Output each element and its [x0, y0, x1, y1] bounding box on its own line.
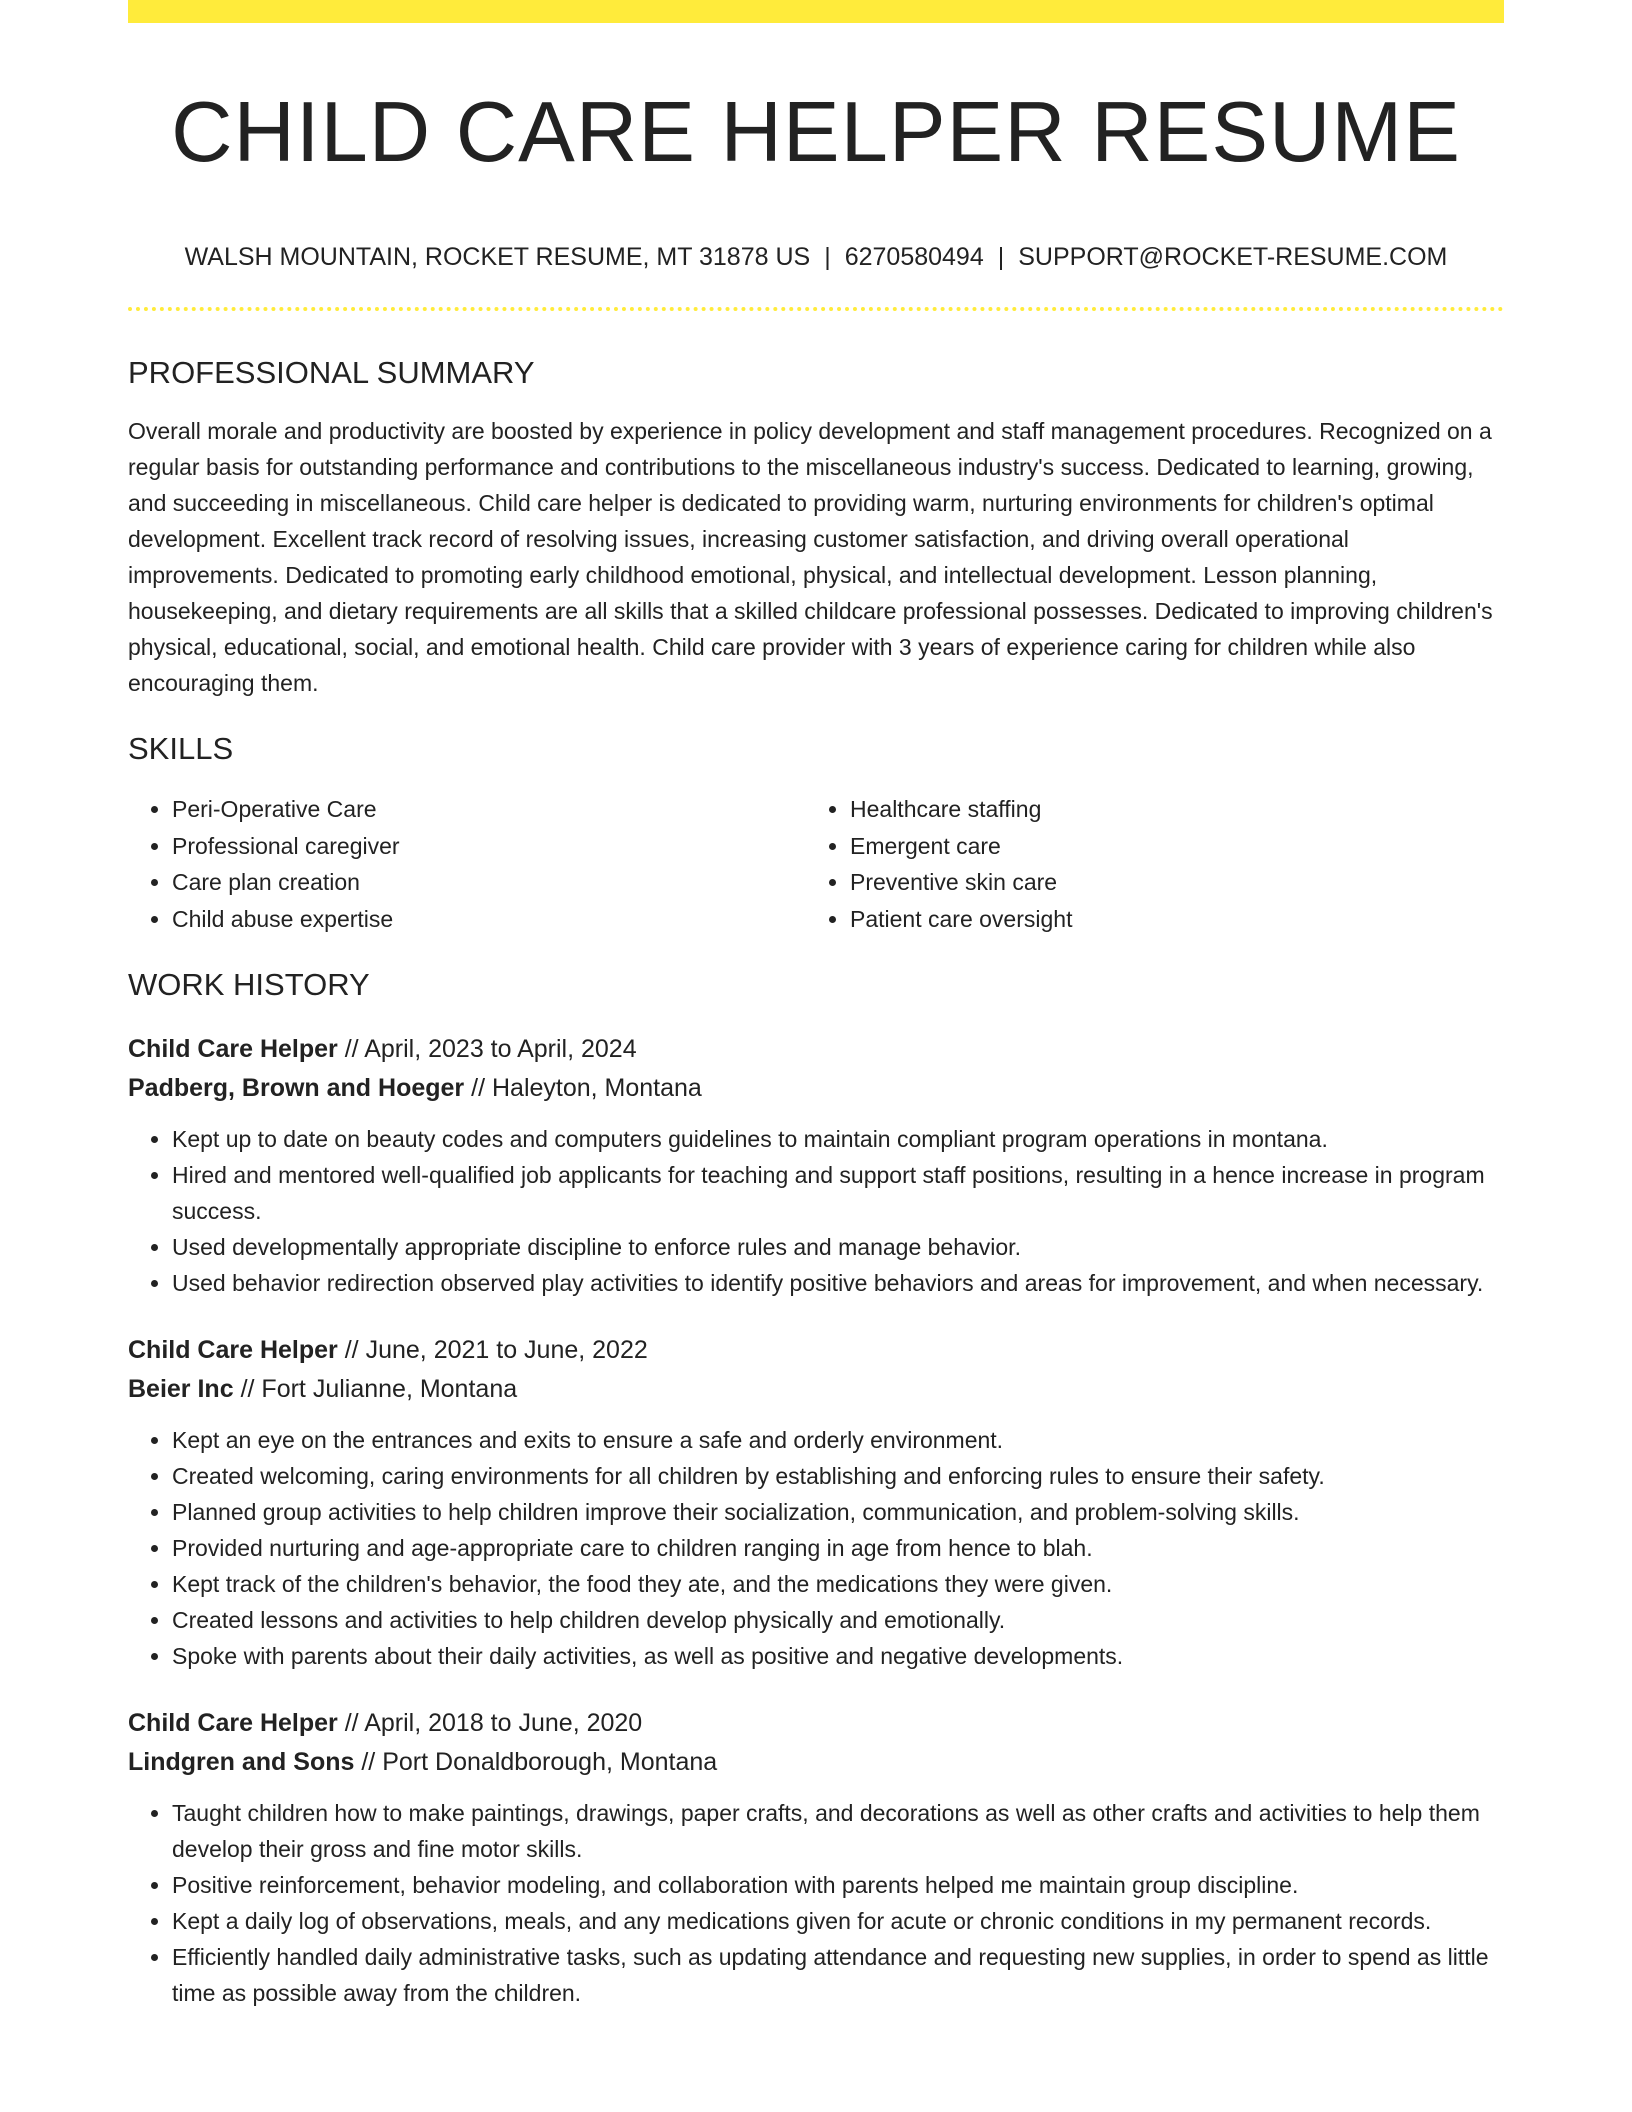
job-separator: //	[344, 1709, 359, 1737]
job-title-line	[128, 1030, 1504, 1069]
job-company-line	[128, 1069, 1504, 1108]
job-location: Haleyton, Montana	[491, 1074, 702, 1102]
job-company: Beier Inc	[128, 1375, 234, 1403]
skill-item: • Peri-Operative Care	[172, 791, 806, 828]
skill-item: • Preventive skin care	[850, 864, 1484, 901]
dotted-divider	[128, 307, 1504, 311]
job-title-line	[128, 1704, 1504, 1743]
job-company: Padberg, Brown and Hoeger	[128, 1074, 465, 1102]
skill-item: • Professional caregiver	[172, 828, 806, 865]
skills-column-right	[806, 791, 1484, 937]
contact-separator: |	[997, 243, 1005, 271]
job-bullet-list	[128, 1422, 1504, 1674]
job-bullet: • Kept track of the children's behavior, the food they ate, and the medications they were given.	[172, 1566, 1504, 1602]
job-bullet: • Created lessons and activities to help children develop physically and emotionally.	[172, 1602, 1504, 1638]
skills-column-left	[128, 791, 806, 937]
job-company: Lindgren and Sons	[128, 1748, 355, 1776]
top-accent-bar	[128, 0, 1504, 23]
contact-separator: |	[824, 243, 831, 271]
contact-email: SUPPORT@ROCKET-RESUME.COM	[1018, 243, 1448, 271]
job-separator: //	[361, 1748, 376, 1776]
job-location: Fort Julianne, Montana	[261, 1375, 518, 1403]
job-bullet: • Spoke with parents about their daily activities, as well as positive and negative developments.	[172, 1638, 1504, 1674]
job-title-line	[128, 1331, 1504, 1370]
job-dates: June, 2021 to June, 2022	[365, 1336, 648, 1364]
job-entry	[128, 1030, 1504, 1301]
resume-document	[128, 0, 1504, 2011]
job-separator: //	[471, 1074, 486, 1102]
job-separator: //	[240, 1375, 255, 1403]
job-bullet: • Used developmentally appropriate discipline to enforce rules and manage behavior.	[172, 1229, 1504, 1265]
job-bullet: • Created welcoming, caring environments for all children by establishing and enforcing rules to ensure their safety.	[172, 1458, 1504, 1494]
job-bullet: • Provided nurturing and age-appropriate care to children ranging in age from hence to blah.	[172, 1530, 1504, 1566]
job-entry	[128, 1704, 1504, 2011]
skill-item: • Care plan creation	[172, 864, 806, 901]
contact-address: WALSH MOUNTAIN, ROCKET RESUME, MT 31878 US	[184, 243, 811, 271]
job-title: Child Care Helper	[128, 1336, 338, 1364]
job-separator: //	[344, 1336, 359, 1364]
job-bullet: • Kept an eye on the entrances and exits to ensure a safe and orderly environment.	[172, 1422, 1504, 1458]
job-entry	[128, 1331, 1504, 1674]
contact-phone: 6270580494	[844, 243, 984, 271]
job-dates: April, 2023 to April, 2024	[364, 1035, 637, 1063]
skills-list	[128, 791, 1504, 937]
job-location: Port Donaldborough, Montana	[382, 1748, 718, 1776]
job-bullet: • Planned group activities to help children improve their socialization, communication, and problem-solving skills.	[172, 1494, 1504, 1530]
job-title: Child Care Helper	[128, 1035, 338, 1063]
summary-text: Overall morale and productivity are boosted by experience in policy development and staff management procedures. Recognized on a regular basis for outstanding performance and contributions to the miscellaneous industry's success. Dedicated to learning, growing, and succeeding in miscellaneous. Child care helper is dedicated to providing warm, nurturing environments for children's optimal development. Excellent track record of resolving issues, increasing customer satisfaction, and driving overall operational improvements. Dedicated to promoting early childhood emotional, physical, and intellectual development. Lesson planning, housekeeping, and dietary requirements are all skills that a skilled childcare professional possesses. Dedicated to improving children's physical, educational, social, and emotional health. Child care provider with 3 years of experience caring for children while also encouraging them.	[128, 418, 1493, 696]
resume-title: CHILD CARE HELPER RESUME	[171, 85, 1461, 180]
skill-item: • Healthcare staffing	[850, 791, 1484, 828]
job-bullet: • Positive reinforcement, behavior modeling, and collaboration with parents helped me maintain group discipline.	[172, 1867, 1504, 1903]
job-bullet: • Used behavior redirection observed play activities to identify positive behaviors and areas for improvement, and when necessary.	[172, 1265, 1504, 1301]
job-bullet: • Kept a daily log of observations, meals, and any medications given for acute or chronic conditions in my permanent records.	[172, 1903, 1504, 1939]
job-bullet-list	[128, 1121, 1504, 1301]
contact-line	[128, 241, 1504, 273]
job-company-line	[128, 1743, 1504, 1782]
skill-item: • Patient care oversight	[850, 901, 1484, 938]
job-dates: April, 2018 to June, 2020	[364, 1709, 643, 1737]
job-bullet: • Hired and mentored well-qualified job applicants for teaching and support staff positions, resulting in a hence increase in program success.	[172, 1157, 1504, 1229]
skill-item: • Emergent care	[850, 828, 1484, 865]
job-company-line	[128, 1370, 1504, 1409]
job-separator: //	[344, 1035, 359, 1063]
job-bullet: • Efficiently handled daily administrative tasks, such as updating attendance and requesting new supplies, in order to spend as little time as possible away from the children.	[172, 1939, 1504, 2011]
job-title: Child Care Helper	[128, 1709, 338, 1737]
job-bullet: • Taught children how to make paintings, drawings, paper crafts, and decorations as well as other crafts and activities to help them develop their gross and fine motor skills.	[172, 1795, 1504, 1867]
job-bullet: • Kept up to date on beauty codes and computers guidelines to maintain compliant program operations in montana.	[172, 1121, 1504, 1157]
job-bullet-list	[128, 1795, 1504, 2011]
summary-heading: PROFESSIONAL SUMMARY	[128, 355, 535, 390]
skills-heading: SKILLS	[128, 731, 234, 766]
skill-item: • Child abuse expertise	[172, 901, 806, 938]
work-history-heading: WORK HISTORY	[128, 967, 370, 1002]
